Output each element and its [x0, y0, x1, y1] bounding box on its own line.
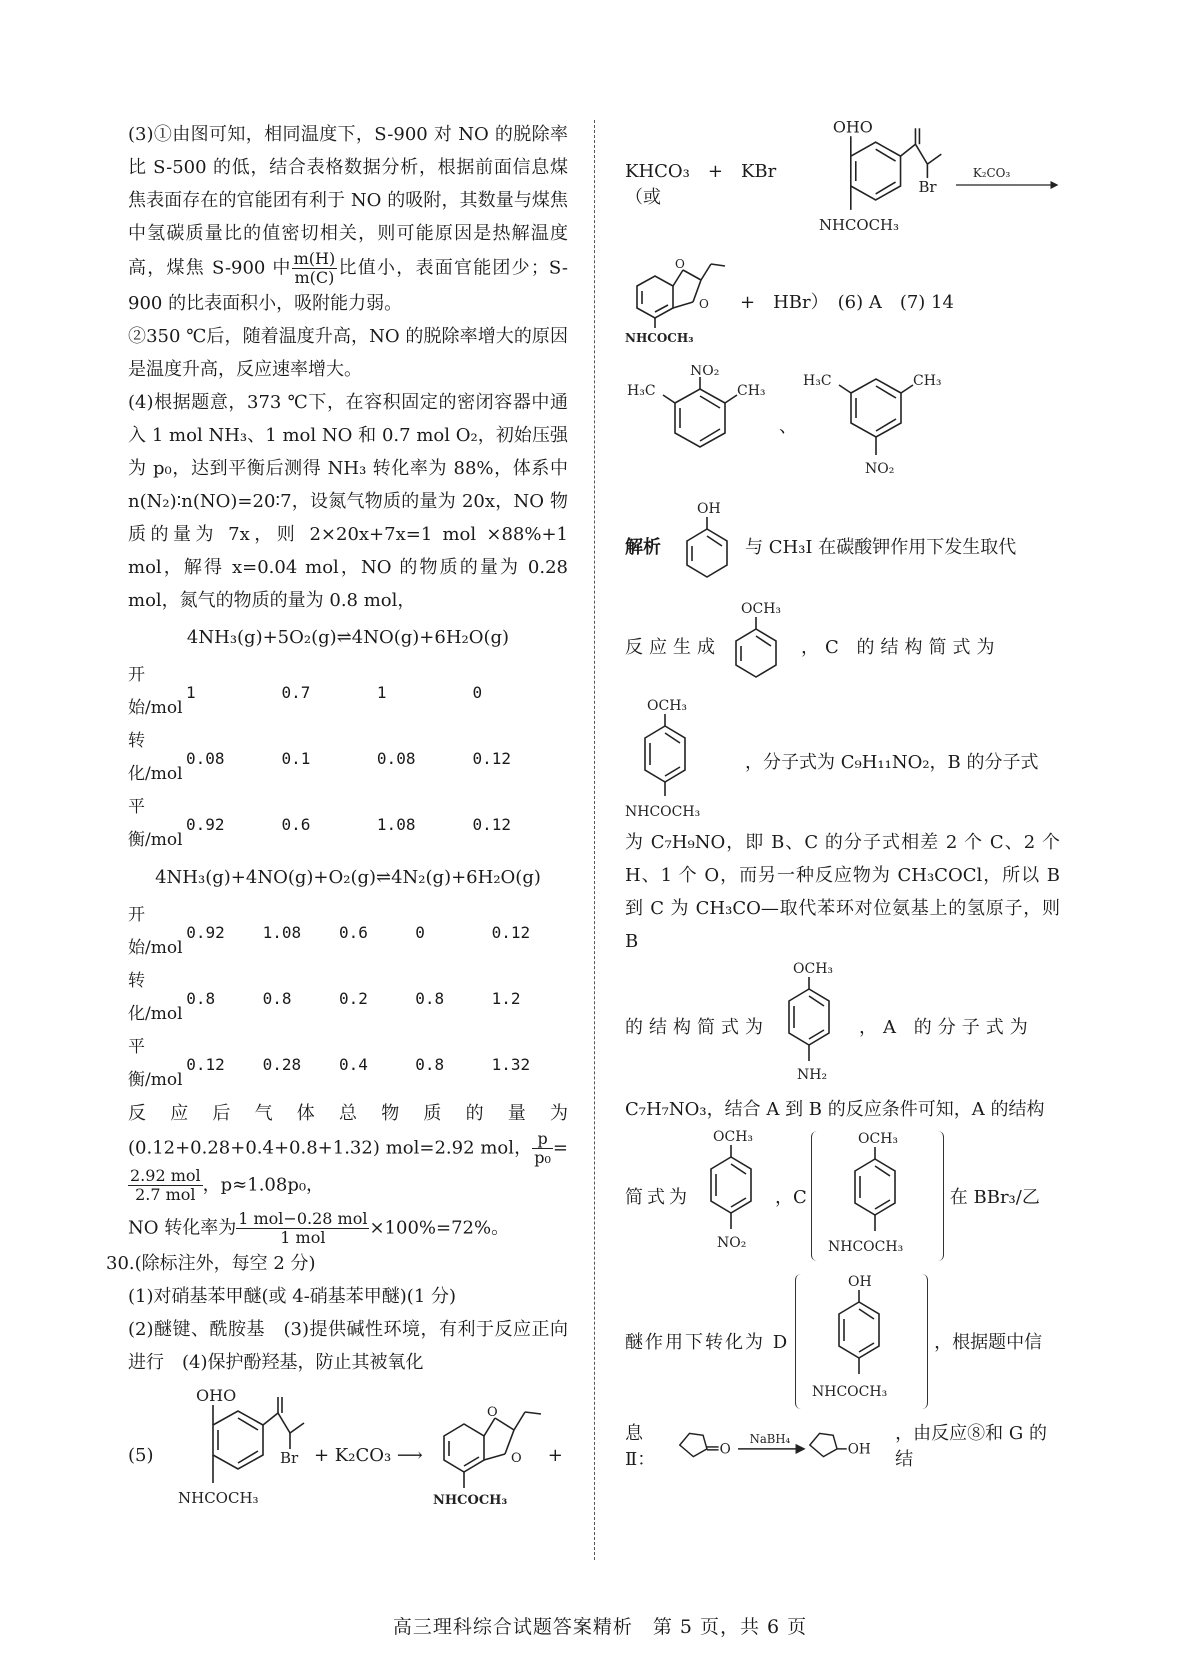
- paragraph-3-1: (3)①由图可知，相同温度下，S-900 对 NO 的脱除率比 S-500 的低，结合表格数据分析，根据前面信息煤焦表面存在的官能团有利于 NO 的吸附，其数量与煤焦中氢碳质量比的值密切相关，则可能原因是热解温度高，煤焦 S-900 中 $\frac{m(H)}{m(C)}$ 比值小，表面官能团少；S-900 的比表面积小，吸附能力弱。: [128, 124, 569, 314]
- svg-text:OH: OH: [697, 501, 721, 517]
- structure-d: [804, 1274, 919, 1409]
- answer-30-2-4: (2)醚键、酰胺基 (3)提供碱性环境，有利于反应正向进行 (4)保护酚羟基，防止其被氧化: [128, 1319, 568, 1373]
- svg-text:NHCOCH₃: NHCOCH₃: [625, 331, 694, 345]
- svg-text:NH₂: NH₂: [797, 1066, 828, 1083]
- svg-text:K₂CO₃: K₂CO₃: [972, 166, 1010, 181]
- table-row: [128, 1031, 568, 1097]
- svg-text:NHCOCH₃: NHCOCH₃: [812, 1383, 888, 1400]
- row-label: 开始/mol: [128, 905, 183, 958]
- table-cell: 1: [376, 682, 387, 702]
- table-cell: 1.32: [491, 1054, 531, 1074]
- table-cell: 0.08: [185, 748, 225, 768]
- answer-isomers: NO₂ H₃C CH₃ 、 H₃C CH₃ NO₂: [625, 360, 1060, 490]
- svg-text:O: O: [486, 1404, 498, 1420]
- paragraph-4: (4)根据题意，373 ℃下，在容积固定的密闭容器中通入 1 mol NH₃、1 mol NO 和 0.7 mol O₂，初始压强为 p₀，达到平衡后测得 NH₃ 转化率为 88%，体系中 n(N₂)∶n(NO)=20∶7，设氮气物质的量为 20x，NO 物质的量为 7x，则 2×20x+7x=1 mol ×88%+1 mol，解得 x=0.04 mol，NO 的物质的量为 0.28 mol，氮气的物质的量为 0.8 mol，: [128, 392, 568, 611]
- benzofuranone-structure: [429, 1396, 544, 1516]
- svg-text:OHO: OHO: [196, 1386, 237, 1405]
- reaction-table-1: [128, 659, 568, 857]
- svg-text:H₃C: H₃C: [803, 372, 832, 389]
- table-cell: 0.92: [186, 922, 225, 942]
- row-label: 开始/mol: [128, 665, 183, 718]
- paragraph-total-moles: 反应后气体总物质的量为(0.12+0.28+0.4+0.8+1.32) mol=2.92 mol， $\frac{p}{\text{p₀}}$ = $\frac{\text{2.92 mol}}{\text{2.7 mol}}$ ，p≈1.08p₀，: [128, 1103, 568, 1204]
- analysis-line-8: 醚作用下转化为 D OH NHCOCH₃ ，根据题中信: [625, 1266, 1060, 1416]
- right-column: [625, 118, 1060, 1470]
- table-cell: 1.08: [262, 922, 302, 942]
- analysis-line-2: 反应生成 OCH₃ ，C 的结构简式为: [625, 596, 1060, 696]
- table-cell: 0.12: [186, 1054, 225, 1074]
- table-cell: 0.6: [338, 922, 368, 942]
- answer-30-5-reaction: (5) OHO Br NHCOCH₃ + K₂CO₃ ⟶ O O NHCOCH₃ +: [128, 1383, 568, 1528]
- svg-text:NHCOCH₃: NHCOCH₃: [178, 1489, 259, 1507]
- svg-text:NO₂: NO₂: [717, 1234, 747, 1251]
- fraction-mh-mc: $\frac{m(H)}{m(C)}$: [293, 249, 336, 287]
- table-cell: 0.12: [472, 748, 511, 768]
- svg-text:OCH₃: OCH₃: [857, 1131, 898, 1147]
- svg-text:NHCOCH₃: NHCOCH₃: [827, 1239, 903, 1255]
- table-cell: 0.4: [338, 1054, 368, 1074]
- analysis-line-7: 简式为 OCH₃ NO₂ ，C OCH₃ NHCOCH₃ 在 BBr₃/乙: [625, 1126, 1060, 1266]
- row-label: 转化/mol: [128, 971, 183, 1024]
- structure-c-repeat: [820, 1131, 935, 1261]
- equation-1: 4NH₃(g)+5O₂(g)⇌4NO(g)+6H₂O(g): [186, 627, 510, 648]
- cyclopentanone-reduction: [672, 1423, 895, 1467]
- bromo-ketone-structure-alt: [811, 118, 950, 248]
- nitro-xylene-2: [801, 363, 951, 488]
- nitro-xylene-1: [625, 365, 775, 485]
- table-row: [128, 791, 568, 857]
- row-label: 平衡/mol: [128, 1037, 183, 1090]
- right-top-reaction: KHCO₃ + KBr（或 OHO Br NHCOCH₃ K₂CO₃: [625, 118, 1060, 248]
- analysis-line-5: 的结构简式为 OCH₃ NH₂ ，A 的分子式为: [625, 958, 1060, 1093]
- svg-text:NaBH₄: NaBH₄: [749, 1432, 790, 1447]
- table-cell: 0.8: [415, 1054, 445, 1074]
- paragraph-no-conversion: NO 转化率为 $\frac{\text{1 mol−0.28 mol}}{\text{1 mol}}$ ×100%=72%。: [128, 1209, 510, 1247]
- svg-text:NHCOCH₃: NHCOCH₃: [432, 1492, 507, 1508]
- svg-text:O: O: [510, 1450, 522, 1466]
- svg-text:CH₃: CH₃: [913, 372, 942, 389]
- bromo-ketone-structure: [168, 1383, 308, 1528]
- svg-text:NHCOCH₃: NHCOCH₃: [625, 804, 701, 820]
- table-row: [128, 965, 568, 1031]
- table-cell: 0.92: [185, 814, 225, 834]
- structure-a: [691, 1129, 771, 1264]
- fraction-conversion: $\frac{\text{1 mol−0.28 mol}}{\text{1 mol}}$: [238, 1209, 368, 1247]
- reaction-table-2: [128, 899, 568, 1097]
- svg-text:Br: Br: [918, 177, 937, 196]
- svg-text:O: O: [675, 257, 685, 271]
- row-label: 转化/mol: [128, 731, 183, 784]
- svg-text:OH: OH: [848, 1273, 872, 1290]
- table-cell: 0.6: [281, 814, 311, 834]
- left-column: [106, 118, 569, 1528]
- table-cell: 1.2: [491, 988, 521, 1008]
- table-cell: 0.28: [262, 1054, 302, 1074]
- svg-text:NO₂: NO₂: [865, 460, 895, 477]
- fraction-292-27: $\frac{\text{2.92 mol}}{\text{2.7 mol}}$: [130, 1166, 201, 1204]
- column-divider: [594, 120, 595, 1560]
- anisole-structure: [721, 599, 801, 694]
- svg-text:CH₃: CH₃: [737, 383, 766, 399]
- analysis-paragraph-4: 为 C₇H₉NO，即 B、C 的分子式相差 2 个 C、2 个 H、1 个 O，而另一种反应物为 CH₃COCl，所以 B 到 C 为 CH₃CO—取代苯环对位氨基上的氢原子，则 B: [625, 832, 1060, 952]
- svg-text:H₃C: H₃C: [627, 383, 656, 399]
- svg-text:Br: Br: [280, 1449, 299, 1467]
- structure-b: [769, 961, 859, 1091]
- analysis-line-1: 解析 OH 与 CH₃I 在碳酸钾作用下发生取代: [625, 496, 1060, 596]
- table-cell: 0.12: [491, 922, 531, 942]
- table-cell: 0.8: [186, 988, 216, 1008]
- svg-text:OCH₃: OCH₃: [793, 960, 834, 977]
- structure-c-bracket: [811, 1131, 944, 1261]
- svg-text:NO₂: NO₂: [690, 365, 720, 379]
- svg-text:O: O: [699, 297, 709, 311]
- svg-text:OCH₃: OCH₃: [647, 698, 688, 714]
- analysis-paragraph-6: C₇H₇NO₃，结合 A 到 B 的反应条件可知，A 的结构: [625, 1099, 1045, 1120]
- svg-text:NHCOCH₃: NHCOCH₃: [819, 215, 900, 234]
- table-cell: 0.8: [415, 988, 445, 1008]
- table-row: [128, 659, 568, 725]
- fraction-p-p0: $\frac{p}{\text{p₀}}$: [534, 1129, 551, 1167]
- table-cell: 0.1: [281, 748, 311, 768]
- table-cell: 0.7: [281, 682, 311, 702]
- page-footer: 高三理科综合试题答案精析 第 5 页，共 6 页: [392, 1616, 808, 1638]
- table-cell: 0.2: [338, 988, 368, 1008]
- svg-text:OHO: OHO: [833, 118, 874, 137]
- table-cell: 0.12: [472, 814, 511, 834]
- benzofuranone-structure-2: [625, 256, 730, 346]
- table-cell: 0.8: [262, 988, 292, 1008]
- equation-2: 4NH₃(g)+4NO(g)+O₂(g)⇌4N₂(g)+6H₂O(g): [155, 867, 541, 888]
- svg-text:OH: OH: [847, 1441, 871, 1458]
- analysis-line-3: OCH₃ NHCOCH₃ ，分子式为 C₉H₁₁NO₂，B 的分子式: [625, 696, 1060, 826]
- svg-text:OCH₃: OCH₃: [741, 600, 782, 617]
- answer-30-1: (1)对硝基苯甲醚(或 4-硝基苯甲醚)(1 分): [128, 1286, 457, 1307]
- structure-d-bracket: [795, 1274, 928, 1409]
- svg-text:OCH₃: OCH₃: [713, 1128, 754, 1145]
- table-cell: 1: [185, 682, 196, 702]
- svg-text:O: O: [719, 1441, 731, 1458]
- right-answer-line: O O NHCOCH₃ + HBr） (6) A (7) 14: [625, 257, 954, 345]
- table-cell: 0: [415, 922, 425, 942]
- table-row: [128, 725, 568, 791]
- phenol-structure: [677, 501, 737, 591]
- table-cell: 0.08: [376, 748, 416, 768]
- row-label: 平衡/mol: [128, 797, 183, 850]
- paragraph-3-2: ②350 ℃后，随着温度升高，NO 的脱除率增大的原因是温度升高，反应速率增大。: [128, 326, 568, 380]
- k2co3-arrow: [951, 163, 1060, 203]
- table-row: [128, 899, 568, 965]
- analysis-line-9: 息Ⅱ： O NaBH₄ OH ，由反应⑧和 G 的结: [625, 1423, 1047, 1470]
- table-cell: 0: [472, 682, 483, 702]
- structure-c: [625, 696, 745, 826]
- table-cell: 1.08: [376, 814, 416, 834]
- question-30-header: 30.(除标注外，每空 2 分): [106, 1253, 316, 1274]
